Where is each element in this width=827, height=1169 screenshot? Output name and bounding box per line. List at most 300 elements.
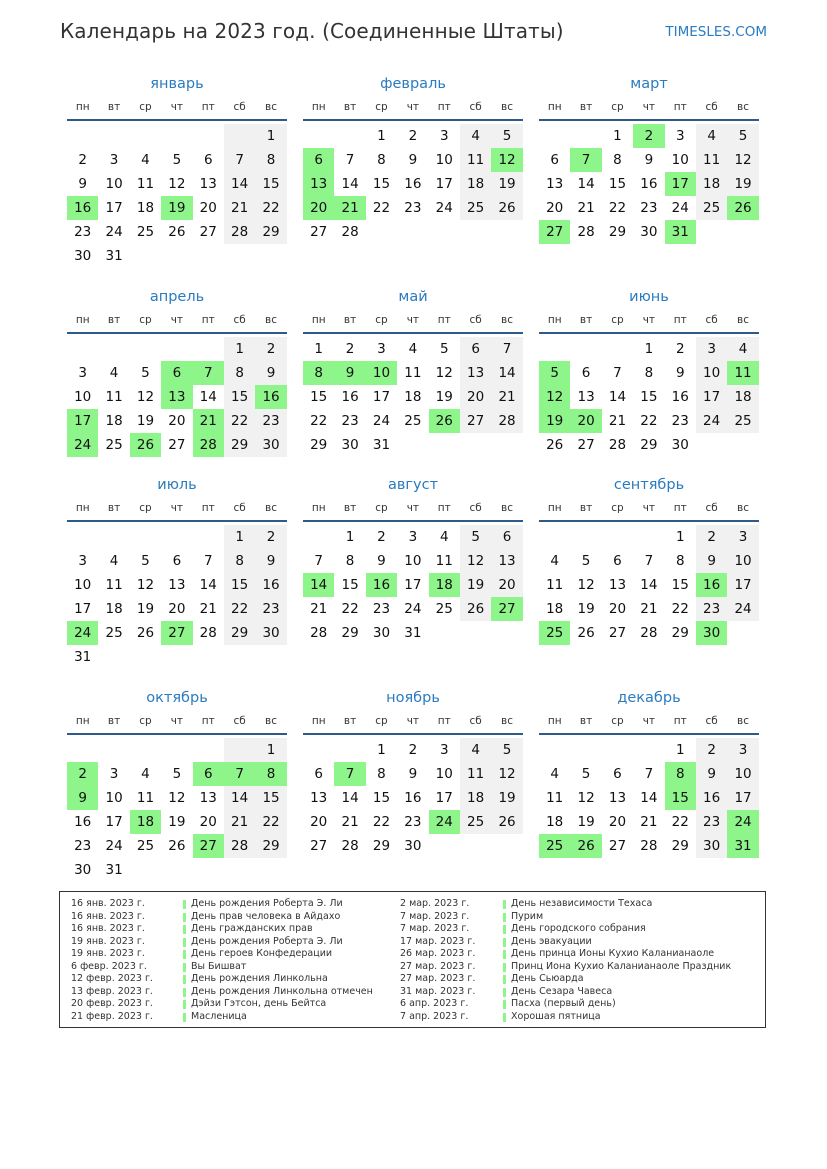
day-cell[interactable]: 28 xyxy=(199,625,217,641)
day-cell[interactable]: 30 xyxy=(640,224,658,240)
day-cell[interactable]: 4 xyxy=(727,337,758,361)
day-cell[interactable]: 7 xyxy=(491,337,522,361)
day-cell[interactable]: 11 xyxy=(105,577,123,593)
holiday-day[interactable]: 24 xyxy=(727,810,758,834)
day-cell[interactable]: 29 xyxy=(224,433,255,457)
holiday-day[interactable]: 27 xyxy=(193,834,224,858)
holiday-day[interactable]: 31 xyxy=(727,834,758,858)
day-cell[interactable]: 10 xyxy=(435,152,453,168)
day-cell[interactable]: 28 xyxy=(224,834,255,858)
holiday-day[interactable]: 27 xyxy=(161,621,192,645)
day-cell[interactable]: 4 xyxy=(460,738,491,762)
day-cell[interactable]: 18 xyxy=(696,172,727,196)
day-cell[interactable]: 29 xyxy=(671,838,689,854)
day-cell[interactable]: 5 xyxy=(172,152,182,168)
day-cell[interactable]: 20 xyxy=(168,601,186,617)
day-cell[interactable]: 9 xyxy=(255,549,286,573)
day-cell[interactable]: 5 xyxy=(727,124,758,148)
day-cell[interactable]: 21 xyxy=(491,385,522,409)
day-cell[interactable]: 5 xyxy=(172,766,182,782)
day-cell[interactable]: 9 xyxy=(696,549,727,573)
day-cell[interactable]: 25 xyxy=(404,413,422,429)
day-cell[interactable]: 30 xyxy=(74,248,92,264)
holiday-day[interactable]: 24 xyxy=(429,810,460,834)
day-cell[interactable]: 10 xyxy=(727,549,758,573)
day-cell[interactable]: 5 xyxy=(439,341,449,357)
holiday-day[interactable]: 2 xyxy=(633,124,664,148)
day-cell[interactable]: 9 xyxy=(377,553,386,569)
day-cell[interactable]: 8 xyxy=(224,361,255,385)
day-cell[interactable]: 23 xyxy=(404,200,422,216)
day-cell[interactable]: 22 xyxy=(224,597,255,621)
day-cell[interactable]: 14 xyxy=(577,176,595,192)
day-cell[interactable]: 25 xyxy=(460,810,491,834)
day-cell[interactable]: 13 xyxy=(577,389,595,405)
day-cell[interactable]: 27 xyxy=(460,409,491,433)
day-cell[interactable]: 16 xyxy=(255,573,286,597)
day-cell[interactable]: 8 xyxy=(255,148,286,172)
day-cell[interactable]: 17 xyxy=(105,814,123,830)
day-cell[interactable]: 7 xyxy=(345,152,355,168)
day-cell[interactable]: 29 xyxy=(341,625,359,641)
holiday-day[interactable]: 8 xyxy=(665,762,696,786)
day-cell[interactable]: 10 xyxy=(74,389,92,405)
holiday-day[interactable]: 12 xyxy=(539,385,570,409)
holiday-day[interactable]: 9 xyxy=(67,786,98,810)
day-cell[interactable]: 10 xyxy=(435,766,453,782)
day-cell[interactable]: 23 xyxy=(671,413,689,429)
day-cell[interactable]: 9 xyxy=(78,176,87,192)
holiday-day[interactable]: 24 xyxy=(67,433,98,457)
day-cell[interactable]: 18 xyxy=(546,814,564,830)
day-cell[interactable]: 22 xyxy=(255,196,286,220)
day-cell[interactable]: 9 xyxy=(644,152,654,168)
day-cell[interactable]: 25 xyxy=(136,838,155,854)
day-cell[interactable]: 20 xyxy=(460,385,491,409)
holiday-day[interactable]: 25 xyxy=(539,621,570,645)
day-cell[interactable]: 3 xyxy=(675,128,685,144)
day-cell[interactable]: 21 xyxy=(199,601,217,617)
day-cell[interactable]: 24 xyxy=(105,838,123,854)
day-cell[interactable]: 26 xyxy=(168,838,186,854)
day-cell[interactable]: 8 xyxy=(377,766,386,782)
holiday-day[interactable]: 8 xyxy=(303,361,334,385)
day-cell[interactable]: 15 xyxy=(255,172,286,196)
day-cell[interactable]: 17 xyxy=(435,790,453,806)
day-cell[interactable]: 21 xyxy=(224,196,255,220)
day-cell[interactable]: 1 xyxy=(224,525,255,549)
day-cell[interactable]: 22 xyxy=(671,814,689,830)
day-cell[interactable]: 20 xyxy=(608,601,627,617)
holiday-day[interactable]: 14 xyxy=(303,573,334,597)
day-cell[interactable]: 1 xyxy=(377,742,386,758)
day-cell[interactable]: 30 xyxy=(372,625,391,641)
day-cell[interactable]: 18 xyxy=(546,601,564,617)
holiday-day[interactable]: 5 xyxy=(539,361,570,385)
day-cell[interactable]: 6 xyxy=(314,766,323,782)
holiday-day[interactable]: 19 xyxy=(161,196,192,220)
day-cell[interactable]: 2 xyxy=(408,128,418,144)
day-cell[interactable]: 3 xyxy=(408,529,418,545)
day-cell[interactable]: 23 xyxy=(696,597,727,621)
holiday-day[interactable]: 18 xyxy=(130,810,161,834)
day-cell[interactable]: 18 xyxy=(460,172,491,196)
day-cell[interactable]: 29 xyxy=(671,625,689,641)
day-cell[interactable]: 16 xyxy=(74,814,92,830)
day-cell[interactable]: 26 xyxy=(460,597,491,621)
day-cell[interactable]: 10 xyxy=(74,577,92,593)
day-cell[interactable]: 29 xyxy=(224,621,255,645)
day-cell[interactable]: 13 xyxy=(546,176,564,192)
holiday-day[interactable]: 7 xyxy=(224,762,255,786)
day-cell[interactable]: 23 xyxy=(696,810,727,834)
day-cell[interactable]: 13 xyxy=(608,577,627,593)
day-cell[interactable]: 6 xyxy=(172,553,182,569)
day-cell[interactable]: 30 xyxy=(671,437,689,453)
day-cell[interactable]: 12 xyxy=(136,389,155,405)
day-cell[interactable]: 26 xyxy=(491,196,522,220)
day-cell[interactable]: 27 xyxy=(168,437,186,453)
day-cell[interactable]: 4 xyxy=(460,124,491,148)
day-cell[interactable]: 21 xyxy=(310,601,328,617)
day-cell[interactable]: 22 xyxy=(341,601,359,617)
day-cell[interactable]: 1 xyxy=(224,337,255,361)
day-cell[interactable]: 2 xyxy=(255,525,286,549)
day-cell[interactable]: 30 xyxy=(341,437,359,453)
day-cell[interactable]: 29 xyxy=(608,224,627,240)
day-cell[interactable]: 5 xyxy=(581,766,591,782)
holiday-day[interactable]: 6 xyxy=(303,148,334,172)
day-cell[interactable]: 19 xyxy=(577,814,595,830)
day-cell[interactable]: 20 xyxy=(310,814,328,830)
day-cell[interactable]: 21 xyxy=(640,814,658,830)
day-cell[interactable]: 25 xyxy=(460,196,491,220)
day-cell[interactable]: 8 xyxy=(613,152,622,168)
day-cell[interactable]: 12 xyxy=(435,365,453,381)
holiday-day[interactable]: 8 xyxy=(255,762,286,786)
day-cell[interactable]: 1 xyxy=(675,529,685,545)
day-cell[interactable]: 29 xyxy=(640,437,658,453)
holiday-day[interactable]: 17 xyxy=(665,172,696,196)
day-cell[interactable]: 18 xyxy=(727,385,758,409)
day-cell[interactable]: 11 xyxy=(105,389,123,405)
day-cell[interactable]: 25 xyxy=(105,437,123,453)
day-cell[interactable]: 29 xyxy=(310,437,328,453)
holiday-day[interactable]: 13 xyxy=(161,385,192,409)
holiday-day[interactable]: 7 xyxy=(570,148,601,172)
day-cell[interactable]: 8 xyxy=(345,553,355,569)
holiday-day[interactable]: 30 xyxy=(696,621,727,645)
day-cell[interactable]: 24 xyxy=(671,200,689,216)
day-cell[interactable]: 3 xyxy=(696,337,727,361)
day-cell[interactable]: 22 xyxy=(224,409,255,433)
day-cell[interactable]: 14 xyxy=(224,172,255,196)
day-cell[interactable]: 28 xyxy=(608,437,627,453)
day-cell[interactable]: 12 xyxy=(168,790,186,806)
day-cell[interactable]: 13 xyxy=(168,577,186,593)
day-cell[interactable]: 20 xyxy=(608,814,627,830)
day-cell[interactable]: 4 xyxy=(109,553,119,569)
day-cell[interactable]: 15 xyxy=(640,389,658,405)
day-cell[interactable]: 17 xyxy=(105,200,123,216)
day-cell[interactable]: 10 xyxy=(727,762,758,786)
day-cell[interactable]: 11 xyxy=(136,790,155,806)
day-cell[interactable]: 8 xyxy=(224,549,255,573)
day-cell[interactable]: 31 xyxy=(105,862,123,878)
day-cell[interactable]: 5 xyxy=(491,738,522,762)
day-cell[interactable]: 24 xyxy=(404,601,422,617)
day-cell[interactable]: 19 xyxy=(491,786,522,810)
day-cell[interactable]: 17 xyxy=(372,389,391,405)
day-cell[interactable]: 21 xyxy=(608,413,627,429)
day-cell[interactable]: 2 xyxy=(78,152,87,168)
day-cell[interactable]: 10 xyxy=(105,790,123,806)
day-cell[interactable]: 25 xyxy=(136,224,155,240)
day-cell[interactable]: 20 xyxy=(546,200,564,216)
holiday-day[interactable]: 25 xyxy=(539,834,570,858)
day-cell[interactable]: 6 xyxy=(203,152,213,168)
holiday-day[interactable]: 2 xyxy=(67,762,98,786)
day-cell[interactable]: 20 xyxy=(491,573,522,597)
holiday-day[interactable]: 26 xyxy=(727,196,758,220)
day-cell[interactable]: 19 xyxy=(577,601,595,617)
day-cell[interactable]: 11 xyxy=(435,553,453,569)
day-cell[interactable]: 5 xyxy=(460,525,491,549)
day-cell[interactable]: 1 xyxy=(644,341,654,357)
day-cell[interactable]: 30 xyxy=(404,838,422,854)
day-cell[interactable]: 20 xyxy=(199,200,217,216)
day-cell[interactable]: 20 xyxy=(199,814,217,830)
day-cell[interactable]: 18 xyxy=(105,413,123,429)
day-cell[interactable]: 6 xyxy=(460,337,491,361)
day-cell[interactable]: 11 xyxy=(696,148,727,172)
day-cell[interactable]: 6 xyxy=(613,766,622,782)
holiday-day[interactable]: 31 xyxy=(665,220,696,244)
day-cell[interactable]: 9 xyxy=(696,762,727,786)
day-cell[interactable]: 23 xyxy=(372,601,391,617)
day-cell[interactable]: 19 xyxy=(435,389,453,405)
day-cell[interactable]: 14 xyxy=(640,790,658,806)
day-cell[interactable]: 4 xyxy=(550,766,559,782)
day-cell[interactable]: 26 xyxy=(136,625,155,641)
day-cell[interactable]: 31 xyxy=(372,437,391,453)
day-cell[interactable]: 3 xyxy=(109,152,119,168)
day-cell[interactable]: 4 xyxy=(109,365,119,381)
holiday-day[interactable]: 15 xyxy=(665,786,696,810)
day-cell[interactable]: 18 xyxy=(136,200,155,216)
day-cell[interactable]: 2 xyxy=(696,738,727,762)
day-cell[interactable]: 12 xyxy=(460,549,491,573)
site-link[interactable]: TIMESLES.COM xyxy=(665,24,767,40)
day-cell[interactable]: 30 xyxy=(255,433,286,457)
day-cell[interactable]: 23 xyxy=(404,814,422,830)
day-cell[interactable]: 26 xyxy=(546,437,564,453)
day-cell[interactable]: 14 xyxy=(224,786,255,810)
day-cell[interactable]: 15 xyxy=(224,573,255,597)
holiday-day[interactable]: 6 xyxy=(193,762,224,786)
day-cell[interactable]: 5 xyxy=(141,365,150,381)
day-cell[interactable]: 12 xyxy=(727,148,758,172)
day-cell[interactable]: 12 xyxy=(136,577,155,593)
holiday-day[interactable]: 12 xyxy=(491,148,522,172)
day-cell[interactable]: 4 xyxy=(141,766,150,782)
day-cell[interactable]: 19 xyxy=(460,573,491,597)
day-cell[interactable]: 7 xyxy=(224,148,255,172)
day-cell[interactable]: 28 xyxy=(491,409,522,433)
day-cell[interactable]: 16 xyxy=(404,790,422,806)
day-cell[interactable]: 15 xyxy=(341,577,359,593)
day-cell[interactable]: 25 xyxy=(435,601,453,617)
day-cell[interactable]: 1 xyxy=(255,124,286,148)
day-cell[interactable]: 25 xyxy=(727,409,758,433)
day-cell[interactable]: 4 xyxy=(141,152,150,168)
day-cell[interactable]: 11 xyxy=(404,365,422,381)
day-cell[interactable]: 31 xyxy=(404,625,422,641)
holiday-day[interactable]: 26 xyxy=(429,409,460,433)
day-cell[interactable]: 4 xyxy=(550,553,559,569)
day-cell[interactable]: 9 xyxy=(255,361,286,385)
day-cell[interactable]: 27 xyxy=(310,838,328,854)
day-cell[interactable]: 16 xyxy=(671,389,689,405)
day-cell[interactable]: 23 xyxy=(74,224,92,240)
holiday-day[interactable]: 13 xyxy=(303,172,334,196)
holiday-day[interactable]: 11 xyxy=(727,361,758,385)
day-cell[interactable]: 28 xyxy=(577,224,595,240)
day-cell[interactable]: 16 xyxy=(696,786,727,810)
day-cell[interactable]: 24 xyxy=(727,597,758,621)
day-cell[interactable]: 12 xyxy=(491,762,522,786)
day-cell[interactable]: 21 xyxy=(577,200,595,216)
day-cell[interactable]: 18 xyxy=(460,786,491,810)
day-cell[interactable]: 5 xyxy=(141,553,150,569)
holiday-day[interactable]: 9 xyxy=(334,361,365,385)
day-cell[interactable]: 15 xyxy=(372,176,391,192)
day-cell[interactable]: 7 xyxy=(644,553,654,569)
day-cell[interactable]: 21 xyxy=(341,814,359,830)
day-cell[interactable]: 3 xyxy=(78,553,87,569)
day-cell[interactable]: 21 xyxy=(640,601,658,617)
day-cell[interactable]: 11 xyxy=(546,790,564,806)
day-cell[interactable]: 6 xyxy=(550,152,559,168)
day-cell[interactable]: 1 xyxy=(345,529,355,545)
day-cell[interactable]: 15 xyxy=(608,176,627,192)
day-cell[interactable]: 27 xyxy=(199,224,217,240)
day-cell[interactable]: 16 xyxy=(404,176,422,192)
holiday-day[interactable]: 28 xyxy=(193,433,224,457)
day-cell[interactable]: 2 xyxy=(696,525,727,549)
day-cell[interactable]: 23 xyxy=(341,413,359,429)
day-cell[interactable]: 3 xyxy=(439,128,449,144)
day-cell[interactable]: 2 xyxy=(255,337,286,361)
day-cell[interactable]: 26 xyxy=(168,224,186,240)
holiday-day[interactable]: 16 xyxy=(67,196,98,220)
day-cell[interactable]: 15 xyxy=(310,389,328,405)
day-cell[interactable]: 15 xyxy=(255,786,286,810)
day-cell[interactable]: 28 xyxy=(341,224,359,240)
day-cell[interactable]: 19 xyxy=(136,601,155,617)
day-cell[interactable]: 17 xyxy=(404,577,422,593)
day-cell[interactable]: 4 xyxy=(439,529,449,545)
holiday-day[interactable]: 26 xyxy=(130,433,161,457)
day-cell[interactable]: 3 xyxy=(439,742,449,758)
holiday-day[interactable]: 18 xyxy=(429,573,460,597)
day-cell[interactable]: 19 xyxy=(727,172,758,196)
holiday-day[interactable]: 20 xyxy=(303,196,334,220)
day-cell[interactable]: 23 xyxy=(74,838,92,854)
day-cell[interactable]: 27 xyxy=(310,224,328,240)
day-cell[interactable]: 9 xyxy=(408,152,418,168)
day-cell[interactable]: 19 xyxy=(168,814,186,830)
day-cell[interactable]: 24 xyxy=(435,200,453,216)
day-cell[interactable]: 14 xyxy=(341,176,359,192)
day-cell[interactable]: 26 xyxy=(491,810,522,834)
day-cell[interactable]: 14 xyxy=(199,577,217,593)
day-cell[interactable]: 7 xyxy=(644,766,654,782)
day-cell[interactable]: 22 xyxy=(640,413,658,429)
day-cell[interactable]: 25 xyxy=(105,625,123,641)
day-cell[interactable]: 28 xyxy=(310,625,328,641)
day-cell[interactable]: 30 xyxy=(74,862,92,878)
day-cell[interactable]: 1 xyxy=(675,742,685,758)
holiday-day[interactable]: 26 xyxy=(570,834,601,858)
day-cell[interactable]: 17 xyxy=(74,601,92,617)
holiday-day[interactable]: 6 xyxy=(161,361,192,385)
day-cell[interactable]: 4 xyxy=(408,341,418,357)
day-cell[interactable]: 12 xyxy=(168,176,186,192)
holiday-day[interactable]: 21 xyxy=(193,409,224,433)
day-cell[interactable]: 24 xyxy=(372,413,391,429)
day-cell[interactable]: 13 xyxy=(199,176,217,192)
day-cell[interactable]: 22 xyxy=(372,200,391,216)
day-cell[interactable]: 30 xyxy=(696,834,727,858)
day-cell[interactable]: 27 xyxy=(577,437,595,453)
day-cell[interactable]: 4 xyxy=(696,124,727,148)
day-cell[interactable]: 22 xyxy=(372,814,391,830)
day-cell[interactable]: 10 xyxy=(671,152,689,168)
day-cell[interactable]: 29 xyxy=(255,834,286,858)
day-cell[interactable]: 27 xyxy=(608,625,627,641)
day-cell[interactable]: 7 xyxy=(203,553,213,569)
day-cell[interactable]: 28 xyxy=(640,838,658,854)
day-cell[interactable]: 2 xyxy=(408,742,418,758)
day-cell[interactable]: 17 xyxy=(727,573,758,597)
day-cell[interactable]: 1 xyxy=(613,128,622,144)
day-cell[interactable]: 15 xyxy=(372,790,391,806)
day-cell[interactable]: 13 xyxy=(608,790,627,806)
day-cell[interactable]: 30 xyxy=(255,621,286,645)
day-cell[interactable]: 7 xyxy=(314,553,323,569)
day-cell[interactable]: 28 xyxy=(224,220,255,244)
day-cell[interactable]: 13 xyxy=(199,790,217,806)
day-cell[interactable]: 23 xyxy=(255,597,286,621)
day-cell[interactable]: 10 xyxy=(105,176,123,192)
day-cell[interactable]: 10 xyxy=(696,361,727,385)
day-cell[interactable]: 3 xyxy=(109,766,119,782)
day-cell[interactable]: 11 xyxy=(546,577,564,593)
holiday-day[interactable]: 16 xyxy=(696,573,727,597)
day-cell[interactable]: 2 xyxy=(675,341,685,357)
day-cell[interactable]: 11 xyxy=(460,148,491,172)
day-cell[interactable]: 6 xyxy=(491,525,522,549)
holiday-day[interactable]: 16 xyxy=(255,385,286,409)
day-cell[interactable]: 28 xyxy=(341,838,359,854)
day-cell[interactable]: 18 xyxy=(404,389,422,405)
day-cell[interactable]: 21 xyxy=(224,810,255,834)
day-cell[interactable]: 20 xyxy=(168,413,186,429)
day-cell[interactable]: 3 xyxy=(727,738,758,762)
day-cell[interactable]: 29 xyxy=(372,838,391,854)
day-cell[interactable]: 31 xyxy=(105,248,123,264)
